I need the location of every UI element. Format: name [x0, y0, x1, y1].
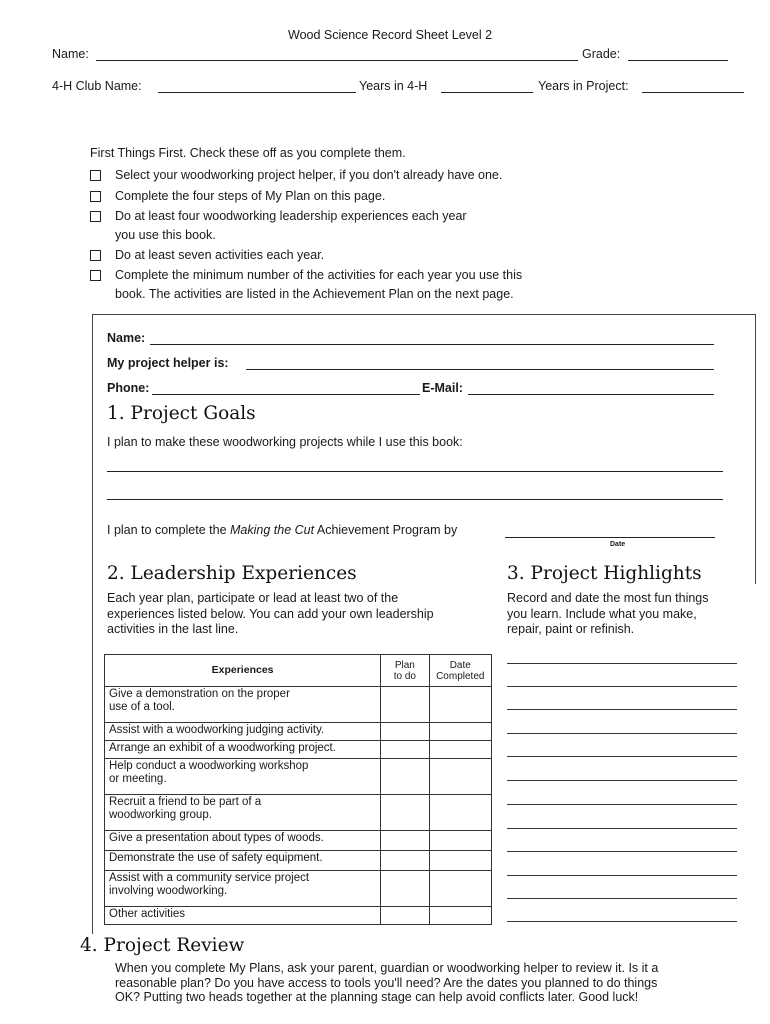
- header-plan-line: Plan: [394, 659, 415, 671]
- highlights-description: [507, 591, 709, 638]
- experience-text: use of a tool.: [109, 701, 175, 713]
- experience-text: involving woodworking.: [109, 885, 228, 897]
- checkbox-leadership[interactable]: [90, 211, 101, 222]
- review-text: [115, 961, 658, 1005]
- checklist-item-continued: book. The activities are listed in the Achievement Plan on the next page.: [115, 287, 514, 301]
- highlight-line[interactable]: [507, 921, 737, 922]
- date-cell[interactable]: [429, 851, 491, 871]
- club-name-label: 4-H Club Name:: [52, 79, 142, 93]
- checkbox-four-steps[interactable]: [90, 191, 101, 202]
- checklist-item: Do at least four woodworking leadership experiences each year: [115, 209, 467, 223]
- checklist-item: Select your woodworking project helper, if you don't already have one.: [115, 168, 503, 182]
- plan-frame-top: [92, 314, 756, 315]
- experience-text: Recruit a friend to be part of a: [109, 796, 262, 808]
- name-field[interactable]: [96, 45, 578, 61]
- phone-field[interactable]: [152, 379, 420, 395]
- experience-cell: [105, 831, 381, 851]
- plan-cell[interactable]: [381, 723, 429, 741]
- leadership-description-line: Each year plan, participate or lead at least two of the: [107, 591, 399, 605]
- table-row: [105, 907, 492, 925]
- highlight-line[interactable]: [507, 875, 737, 876]
- project-goals-line[interactable]: [107, 486, 723, 500]
- date-cell[interactable]: [429, 795, 491, 831]
- highlight-line[interactable]: [507, 804, 737, 805]
- project-goals-line[interactable]: [107, 458, 723, 472]
- highlights-description-line: repair, paint or refinish.: [507, 622, 635, 636]
- highlights-description-line: Record and date the most fun things: [507, 591, 709, 605]
- phone-label: Phone:: [107, 381, 150, 395]
- highlights-description-line: you learn. Include what you make,: [507, 606, 697, 621]
- plan-cell[interactable]: [381, 759, 429, 795]
- checklist-item: Do at least seven activities each year.: [115, 248, 325, 262]
- form-name-label: Name:: [107, 331, 146, 345]
- club-name-field[interactable]: [158, 77, 356, 93]
- checklist-item: Complete the minimum number of the activities for each year you use this: [115, 268, 523, 282]
- email-label: E-Mail:: [422, 381, 463, 395]
- checklist-item-continued: you use this book.: [115, 228, 216, 242]
- years-4h-label: Years in 4-H: [359, 79, 428, 93]
- highlight-line[interactable]: [507, 709, 737, 710]
- experience-text: Help conduct a woodworking workshop: [109, 760, 309, 772]
- review-text-line: OK? Putting two heads together at the planning stage can help avoid conflicts later. Good luck!: [115, 990, 639, 1004]
- helper-field[interactable]: [246, 354, 714, 370]
- experience-cell: [105, 687, 381, 723]
- leadership-heading: 2. Leadership Experiences: [107, 563, 357, 584]
- plan-cell[interactable]: [381, 871, 429, 907]
- experience-text: Assist with a woodworking judging activity.: [109, 724, 325, 736]
- grade-field[interactable]: [628, 45, 728, 61]
- form-name-field[interactable]: [150, 329, 714, 345]
- plan-cell[interactable]: [381, 687, 429, 723]
- experience-cell: [105, 723, 381, 741]
- experience-text: or meeting.: [109, 773, 167, 785]
- plan-cell[interactable]: [381, 831, 429, 851]
- table-header-row: [105, 655, 492, 687]
- project-goals-heading: 1. Project Goals: [107, 403, 256, 424]
- highlights-heading: 3. Project Highlights: [507, 563, 702, 584]
- grade-label: Grade:: [582, 47, 621, 61]
- plan-cell[interactable]: [381, 741, 429, 759]
- highlight-line[interactable]: [507, 686, 737, 687]
- checkbox-minimum[interactable]: [90, 270, 101, 281]
- highlight-line[interactable]: [507, 780, 737, 781]
- completion-date-field[interactable]: [505, 523, 715, 538]
- table-row: [105, 851, 492, 871]
- plan-frame-right: [755, 314, 756, 584]
- completion-sentence: [107, 523, 457, 538]
- table-row: [105, 831, 492, 851]
- checklist-intro: First Things First. Check these off as you complete them.: [90, 146, 406, 160]
- date-cell[interactable]: [429, 907, 491, 925]
- highlight-line[interactable]: [507, 851, 737, 852]
- date-cell[interactable]: [429, 871, 491, 907]
- experience-text: Assist with a community service project: [109, 872, 310, 884]
- experience-cell: [105, 741, 381, 759]
- highlight-line[interactable]: [507, 663, 737, 664]
- plan-frame-left: [92, 314, 93, 934]
- highlight-line[interactable]: [507, 756, 737, 757]
- name-label: Name:: [52, 47, 89, 61]
- experience-cell: [105, 907, 381, 925]
- leadership-description-line: experiences listed below. You can add your own leadership: [107, 606, 434, 621]
- header-experiences: Experiences: [105, 655, 381, 687]
- program-name: Making the Cut: [230, 523, 315, 537]
- experience-cell: [105, 871, 381, 907]
- leadership-description: [107, 591, 434, 638]
- completion-prefix: I plan to complete the: [107, 523, 230, 537]
- date-cell[interactable]: [429, 723, 491, 741]
- leadership-description-line: activities in the last line.: [107, 622, 239, 636]
- helper-label: My project helper is:: [107, 356, 229, 370]
- leadership-table: [104, 654, 492, 925]
- years-4h-field[interactable]: [441, 77, 533, 93]
- review-text-line: When you complete My Plans, ask your parent, guardian or woodworking helper to review it. Is it a: [115, 961, 659, 975]
- checklist-item: Complete the four steps of My Plan on this page.: [115, 189, 386, 203]
- table-row: [105, 741, 492, 759]
- highlight-line[interactable]: [507, 733, 737, 734]
- experience-cell: [105, 759, 381, 795]
- header-plan: [381, 655, 429, 687]
- table-row: [105, 871, 492, 907]
- table-row: [105, 723, 492, 741]
- experience-text: woodworking group.: [109, 809, 212, 821]
- header-date-line: Completed: [436, 670, 485, 682]
- date-cell[interactable]: [429, 741, 491, 759]
- page-title: Wood Science Record Sheet Level 2: [288, 28, 493, 42]
- checkbox-helper[interactable]: [90, 170, 101, 181]
- email-field[interactable]: [468, 379, 714, 395]
- experience-text: Demonstrate the use of safety equipment.: [109, 852, 323, 864]
- experience-text: Give a presentation about types of woods.: [109, 832, 324, 844]
- plan-cell[interactable]: [381, 907, 429, 925]
- experience-cell: [105, 795, 381, 831]
- plan-cell[interactable]: [381, 795, 429, 831]
- experience-text: Give a demonstration on the proper: [109, 688, 290, 700]
- date-cell[interactable]: [429, 687, 491, 723]
- years-project-field[interactable]: [642, 77, 744, 93]
- date-cell[interactable]: [429, 831, 491, 851]
- table-row: [105, 687, 492, 723]
- highlight-line[interactable]: [507, 898, 737, 899]
- review-text-line: reasonable plan? Do you have access to tools you'll need? Are the dates you planned to do things: [115, 975, 658, 990]
- experience-text: Arrange an exhibit of a woodworking project.: [109, 742, 336, 754]
- header-date: [429, 655, 491, 687]
- checkbox-activities[interactable]: [90, 250, 101, 261]
- experience-text: Other activities: [109, 908, 186, 920]
- experience-cell: [105, 851, 381, 871]
- completion-suffix: Achievement Program by: [314, 523, 458, 537]
- date-cell[interactable]: [429, 759, 491, 795]
- review-heading: 4. Project Review: [80, 935, 245, 956]
- header-plan-line: to do: [393, 670, 416, 682]
- table-row: [105, 759, 492, 795]
- header-date-line: Date: [449, 659, 471, 671]
- date-caption: Date: [610, 541, 626, 548]
- highlight-line[interactable]: [507, 828, 737, 829]
- project-goals-intro: I plan to make these woodworking projects while I use this book:: [107, 435, 463, 449]
- years-project-label: Years in Project:: [538, 79, 629, 93]
- table-row: [105, 795, 492, 831]
- plan-cell[interactable]: [381, 851, 429, 871]
